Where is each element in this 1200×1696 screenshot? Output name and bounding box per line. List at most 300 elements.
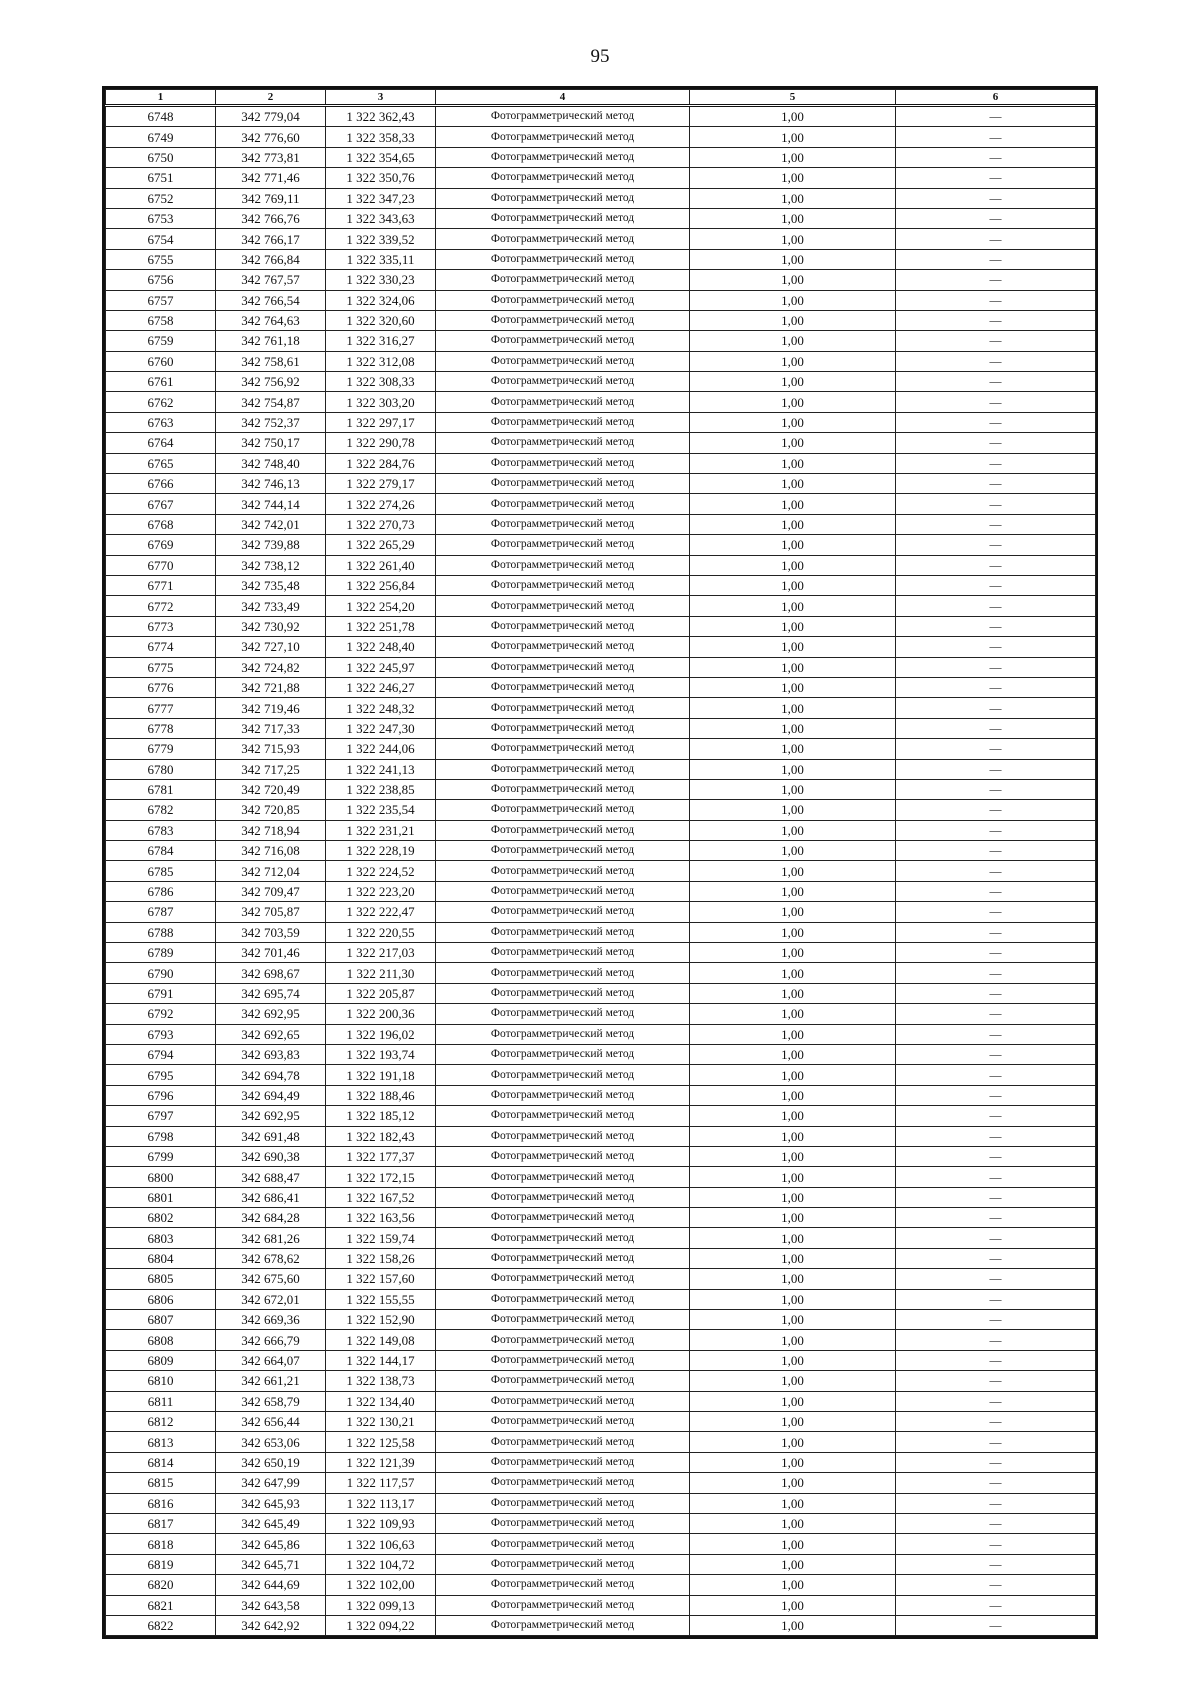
note-cell: — xyxy=(896,1228,1096,1248)
column-header: 3 xyxy=(326,90,436,106)
x-coordinate-cell: 342 693,83 xyxy=(216,1044,326,1064)
table-row xyxy=(106,474,1096,494)
note-cell: — xyxy=(896,596,1096,616)
x-coordinate-cell: 342 712,04 xyxy=(216,861,326,881)
note-cell: — xyxy=(896,1412,1096,1432)
y-coordinate-cell: 1 322 320,60 xyxy=(326,310,436,330)
method-cell: Фотограмметрический метод xyxy=(436,861,690,881)
x-coordinate-cell: 342 766,84 xyxy=(216,249,326,269)
table-row xyxy=(106,392,1096,412)
table-row xyxy=(106,1534,1096,1554)
point-number-cell: 6780 xyxy=(106,759,216,779)
note-cell: — xyxy=(896,1106,1096,1126)
x-coordinate-cell: 342 694,78 xyxy=(216,1065,326,1085)
method-cell: Фотограмметрический метод xyxy=(436,1167,690,1187)
note-cell: — xyxy=(896,412,1096,432)
y-coordinate-cell: 1 322 205,87 xyxy=(326,983,436,1003)
method-cell: Фотограмметрический метод xyxy=(436,1187,690,1207)
point-number-cell: 6775 xyxy=(106,657,216,677)
x-coordinate-cell: 342 771,46 xyxy=(216,168,326,188)
accuracy-cell: 1,00 xyxy=(690,983,896,1003)
x-coordinate-cell: 342 645,93 xyxy=(216,1493,326,1513)
y-coordinate-cell: 1 322 094,22 xyxy=(326,1615,436,1635)
point-number-cell: 6814 xyxy=(106,1452,216,1472)
x-coordinate-cell: 342 650,19 xyxy=(216,1452,326,1472)
table-row xyxy=(106,759,1096,779)
note-cell: — xyxy=(896,1452,1096,1472)
accuracy-cell: 1,00 xyxy=(690,637,896,657)
point-number-cell: 6799 xyxy=(106,1146,216,1166)
x-coordinate-cell: 342 692,95 xyxy=(216,1106,326,1126)
point-number-cell: 6812 xyxy=(106,1412,216,1432)
accuracy-cell: 1,00 xyxy=(690,1187,896,1207)
x-coordinate-cell: 342 720,85 xyxy=(216,800,326,820)
x-coordinate-cell: 342 719,46 xyxy=(216,698,326,718)
method-cell: Фотограмметрический метод xyxy=(436,331,690,351)
y-coordinate-cell: 1 322 303,20 xyxy=(326,392,436,412)
accuracy-cell: 1,00 xyxy=(690,657,896,677)
method-cell: Фотограмметрический метод xyxy=(436,453,690,473)
accuracy-cell: 1,00 xyxy=(690,1473,896,1493)
accuracy-cell: 1,00 xyxy=(690,1330,896,1350)
y-coordinate-cell: 1 322 254,20 xyxy=(326,596,436,616)
y-coordinate-cell: 1 322 222,47 xyxy=(326,902,436,922)
method-cell: Фотограмметрический метод xyxy=(436,922,690,942)
x-coordinate-cell: 342 645,49 xyxy=(216,1513,326,1533)
method-cell: Фотограмметрический метод xyxy=(436,1065,690,1085)
note-cell: — xyxy=(896,168,1096,188)
x-coordinate-cell: 342 758,61 xyxy=(216,351,326,371)
point-number-cell: 6822 xyxy=(106,1615,216,1635)
point-number-cell: 6764 xyxy=(106,433,216,453)
table-row xyxy=(106,698,1096,718)
table-row xyxy=(106,637,1096,657)
accuracy-cell: 1,00 xyxy=(690,1493,896,1513)
x-coordinate-cell: 342 773,81 xyxy=(216,147,326,167)
y-coordinate-cell: 1 322 193,74 xyxy=(326,1044,436,1064)
method-cell: Фотограмметрический метод xyxy=(436,943,690,963)
x-coordinate-cell: 342 653,06 xyxy=(216,1432,326,1452)
accuracy-cell: 1,00 xyxy=(690,514,896,534)
note-cell: — xyxy=(896,1126,1096,1146)
y-coordinate-cell: 1 322 113,17 xyxy=(326,1493,436,1513)
point-number-cell: 6768 xyxy=(106,514,216,534)
y-coordinate-cell: 1 322 188,46 xyxy=(326,1085,436,1105)
method-cell: Фотограмметрический метод xyxy=(436,372,690,392)
point-number-cell: 6821 xyxy=(106,1595,216,1615)
y-coordinate-cell: 1 322 256,84 xyxy=(326,575,436,595)
point-number-cell: 6763 xyxy=(106,412,216,432)
note-cell: — xyxy=(896,759,1096,779)
method-cell: Фотограмметрический метод xyxy=(436,1248,690,1268)
y-coordinate-cell: 1 322 339,52 xyxy=(326,229,436,249)
x-coordinate-cell: 342 738,12 xyxy=(216,555,326,575)
table-row xyxy=(106,881,1096,901)
accuracy-cell: 1,00 xyxy=(690,1350,896,1370)
method-cell: Фотограмметрический метод xyxy=(436,433,690,453)
x-coordinate-cell: 342 645,71 xyxy=(216,1554,326,1574)
x-coordinate-cell: 342 750,17 xyxy=(216,433,326,453)
y-coordinate-cell: 1 322 106,63 xyxy=(326,1534,436,1554)
point-number-cell: 6804 xyxy=(106,1248,216,1268)
point-number-cell: 6750 xyxy=(106,147,216,167)
table-row xyxy=(106,1554,1096,1574)
accuracy-cell: 1,00 xyxy=(690,1310,896,1330)
table-header-row xyxy=(106,90,1096,106)
accuracy-cell: 1,00 xyxy=(690,1146,896,1166)
y-coordinate-cell: 1 322 134,40 xyxy=(326,1391,436,1411)
note-cell: — xyxy=(896,902,1096,922)
note-cell: — xyxy=(896,147,1096,167)
y-coordinate-cell: 1 322 265,29 xyxy=(326,535,436,555)
point-number-cell: 6815 xyxy=(106,1473,216,1493)
y-coordinate-cell: 1 322 251,78 xyxy=(326,616,436,636)
table-row xyxy=(106,1044,1096,1064)
note-cell: — xyxy=(896,351,1096,371)
x-coordinate-cell: 342 717,33 xyxy=(216,718,326,738)
y-coordinate-cell: 1 322 238,85 xyxy=(326,779,436,799)
method-cell: Фотограмметрический метод xyxy=(436,1615,690,1635)
method-cell: Фотограмметрический метод xyxy=(436,1004,690,1024)
y-coordinate-cell: 1 322 155,55 xyxy=(326,1289,436,1309)
accuracy-cell: 1,00 xyxy=(690,1024,896,1044)
note-cell: — xyxy=(896,474,1096,494)
point-number-cell: 6754 xyxy=(106,229,216,249)
table-row xyxy=(106,270,1096,290)
table-row xyxy=(106,1391,1096,1411)
table-row xyxy=(106,1269,1096,1289)
note-cell: — xyxy=(896,739,1096,759)
method-cell: Фотограмметрический метод xyxy=(436,1208,690,1228)
point-number-cell: 6816 xyxy=(106,1493,216,1513)
method-cell: Фотограмметрический метод xyxy=(436,1391,690,1411)
accuracy-cell: 1,00 xyxy=(690,963,896,983)
accuracy-cell: 1,00 xyxy=(690,881,896,901)
note-cell: — xyxy=(896,1371,1096,1391)
y-coordinate-cell: 1 322 261,40 xyxy=(326,555,436,575)
accuracy-cell: 1,00 xyxy=(690,392,896,412)
table-row xyxy=(106,1024,1096,1044)
table-row xyxy=(106,1310,1096,1330)
method-cell: Фотограмметрический метод xyxy=(436,596,690,616)
y-coordinate-cell: 1 322 358,33 xyxy=(326,127,436,147)
table-row xyxy=(106,290,1096,310)
note-cell: — xyxy=(896,1187,1096,1207)
point-number-cell: 6818 xyxy=(106,1534,216,1554)
method-cell: Фотограмметрический метод xyxy=(436,290,690,310)
x-coordinate-cell: 342 766,76 xyxy=(216,208,326,228)
accuracy-cell: 1,00 xyxy=(690,147,896,167)
table-row xyxy=(106,861,1096,881)
accuracy-cell: 1,00 xyxy=(690,1554,896,1574)
point-number-cell: 6760 xyxy=(106,351,216,371)
note-cell: — xyxy=(896,433,1096,453)
coordinates-table-frame xyxy=(102,86,1098,1639)
point-number-cell: 6805 xyxy=(106,1269,216,1289)
point-number-cell: 6797 xyxy=(106,1106,216,1126)
point-number-cell: 6755 xyxy=(106,249,216,269)
accuracy-cell: 1,00 xyxy=(690,698,896,718)
method-cell: Фотограмметрический метод xyxy=(436,1575,690,1595)
column-header: 5 xyxy=(690,90,896,106)
point-number-cell: 6781 xyxy=(106,779,216,799)
accuracy-cell: 1,00 xyxy=(690,453,896,473)
table-row xyxy=(106,943,1096,963)
method-cell: Фотограмметрический метод xyxy=(436,1493,690,1513)
y-coordinate-cell: 1 322 354,65 xyxy=(326,147,436,167)
y-coordinate-cell: 1 322 362,43 xyxy=(326,106,436,127)
table-row xyxy=(106,208,1096,228)
point-number-cell: 6785 xyxy=(106,861,216,881)
x-coordinate-cell: 342 742,01 xyxy=(216,514,326,534)
y-coordinate-cell: 1 322 125,58 xyxy=(326,1432,436,1452)
table-row xyxy=(106,535,1096,555)
method-cell: Фотограмметрический метод xyxy=(436,555,690,575)
y-coordinate-cell: 1 322 224,52 xyxy=(326,861,436,881)
point-number-cell: 6749 xyxy=(106,127,216,147)
method-cell: Фотограмметрический метод xyxy=(436,229,690,249)
note-cell: — xyxy=(896,127,1096,147)
x-coordinate-cell: 342 695,74 xyxy=(216,983,326,1003)
point-number-cell: 6810 xyxy=(106,1371,216,1391)
x-coordinate-cell: 342 658,79 xyxy=(216,1391,326,1411)
note-cell: — xyxy=(896,1513,1096,1533)
note-cell: — xyxy=(896,1269,1096,1289)
method-cell: Фотограмметрический метод xyxy=(436,1269,690,1289)
y-coordinate-cell: 1 322 102,00 xyxy=(326,1575,436,1595)
table-row xyxy=(106,229,1096,249)
note-cell: — xyxy=(896,1534,1096,1554)
accuracy-cell: 1,00 xyxy=(690,1248,896,1268)
note-cell: — xyxy=(896,1350,1096,1370)
x-coordinate-cell: 342 645,86 xyxy=(216,1534,326,1554)
accuracy-cell: 1,00 xyxy=(690,249,896,269)
note-cell: — xyxy=(896,1248,1096,1268)
accuracy-cell: 1,00 xyxy=(690,331,896,351)
accuracy-cell: 1,00 xyxy=(690,1065,896,1085)
point-number-cell: 6796 xyxy=(106,1085,216,1105)
accuracy-cell: 1,00 xyxy=(690,494,896,514)
table-row xyxy=(106,677,1096,697)
accuracy-cell: 1,00 xyxy=(690,616,896,636)
table-row xyxy=(106,1595,1096,1615)
table-row xyxy=(106,494,1096,514)
table-row xyxy=(106,310,1096,330)
method-cell: Фотограмметрический метод xyxy=(436,1412,690,1432)
note-cell: — xyxy=(896,392,1096,412)
note-cell: — xyxy=(896,943,1096,963)
point-number-cell: 6757 xyxy=(106,290,216,310)
x-coordinate-cell: 342 761,18 xyxy=(216,331,326,351)
y-coordinate-cell: 1 322 279,17 xyxy=(326,474,436,494)
accuracy-cell: 1,00 xyxy=(690,188,896,208)
note-cell: — xyxy=(896,575,1096,595)
x-coordinate-cell: 342 705,87 xyxy=(216,902,326,922)
note-cell: — xyxy=(896,1289,1096,1309)
column-header: 1 xyxy=(106,90,216,106)
method-cell: Фотограмметрический метод xyxy=(436,779,690,799)
point-number-cell: 6820 xyxy=(106,1575,216,1595)
y-coordinate-cell: 1 322 246,27 xyxy=(326,677,436,697)
x-coordinate-cell: 342 684,28 xyxy=(216,1208,326,1228)
method-cell: Фотограмметрический метод xyxy=(436,1044,690,1064)
x-coordinate-cell: 342 733,49 xyxy=(216,596,326,616)
note-cell: — xyxy=(896,1208,1096,1228)
x-coordinate-cell: 342 681,26 xyxy=(216,1228,326,1248)
page-number: 95 xyxy=(590,46,610,67)
y-coordinate-cell: 1 322 248,32 xyxy=(326,698,436,718)
accuracy-cell: 1,00 xyxy=(690,841,896,861)
point-number-cell: 6767 xyxy=(106,494,216,514)
x-coordinate-cell: 342 675,60 xyxy=(216,1269,326,1289)
x-coordinate-cell: 342 717,25 xyxy=(216,759,326,779)
x-coordinate-cell: 342 664,07 xyxy=(216,1350,326,1370)
x-coordinate-cell: 342 709,47 xyxy=(216,881,326,901)
method-cell: Фотограмметрический метод xyxy=(436,392,690,412)
y-coordinate-cell: 1 322 191,18 xyxy=(326,1065,436,1085)
note-cell: — xyxy=(896,188,1096,208)
x-coordinate-cell: 342 692,95 xyxy=(216,1004,326,1024)
column-header: 4 xyxy=(436,90,690,106)
accuracy-cell: 1,00 xyxy=(690,1126,896,1146)
table-row xyxy=(106,1575,1096,1595)
table-row xyxy=(106,983,1096,1003)
table-row xyxy=(106,575,1096,595)
method-cell: Фотограмметрический метод xyxy=(436,168,690,188)
table-row xyxy=(106,902,1096,922)
note-cell: — xyxy=(896,800,1096,820)
table-row xyxy=(106,1146,1096,1166)
x-coordinate-cell: 342 744,14 xyxy=(216,494,326,514)
y-coordinate-cell: 1 322 220,55 xyxy=(326,922,436,942)
accuracy-cell: 1,00 xyxy=(690,1228,896,1248)
method-cell: Фотограмметрический метод xyxy=(436,800,690,820)
accuracy-cell: 1,00 xyxy=(690,759,896,779)
x-coordinate-cell: 342 776,60 xyxy=(216,127,326,147)
table-row xyxy=(106,820,1096,840)
point-number-cell: 6794 xyxy=(106,1044,216,1064)
table-row xyxy=(106,127,1096,147)
method-cell: Фотограмметрический метод xyxy=(436,1452,690,1472)
y-coordinate-cell: 1 322 290,78 xyxy=(326,433,436,453)
table-row xyxy=(106,1330,1096,1350)
method-cell: Фотограмметрический метод xyxy=(436,718,690,738)
note-cell: — xyxy=(896,1595,1096,1615)
table-row xyxy=(106,514,1096,534)
y-coordinate-cell: 1 322 196,02 xyxy=(326,1024,436,1044)
note-cell: — xyxy=(896,514,1096,534)
note-cell: — xyxy=(896,1146,1096,1166)
accuracy-cell: 1,00 xyxy=(690,290,896,310)
x-coordinate-cell: 342 656,44 xyxy=(216,1412,326,1432)
accuracy-cell: 1,00 xyxy=(690,1452,896,1472)
accuracy-cell: 1,00 xyxy=(690,229,896,249)
x-coordinate-cell: 342 666,79 xyxy=(216,1330,326,1350)
x-coordinate-cell: 342 661,21 xyxy=(216,1371,326,1391)
table-row xyxy=(106,412,1096,432)
table-row xyxy=(106,147,1096,167)
x-coordinate-cell: 342 690,38 xyxy=(216,1146,326,1166)
point-number-cell: 6770 xyxy=(106,555,216,575)
note-cell: — xyxy=(896,1432,1096,1452)
note-cell: — xyxy=(896,983,1096,1003)
table-row xyxy=(106,1228,1096,1248)
point-number-cell: 6806 xyxy=(106,1289,216,1309)
x-coordinate-cell: 342 730,92 xyxy=(216,616,326,636)
note-cell: — xyxy=(896,779,1096,799)
accuracy-cell: 1,00 xyxy=(690,820,896,840)
y-coordinate-cell: 1 322 211,30 xyxy=(326,963,436,983)
table-row xyxy=(106,1208,1096,1228)
accuracy-cell: 1,00 xyxy=(690,127,896,147)
point-number-cell: 6777 xyxy=(106,698,216,718)
point-number-cell: 6774 xyxy=(106,637,216,657)
point-number-cell: 6779 xyxy=(106,739,216,759)
note-cell: — xyxy=(896,555,1096,575)
note-cell: — xyxy=(896,1615,1096,1635)
y-coordinate-cell: 1 322 182,43 xyxy=(326,1126,436,1146)
point-number-cell: 6766 xyxy=(106,474,216,494)
y-coordinate-cell: 1 322 104,72 xyxy=(326,1554,436,1574)
y-coordinate-cell: 1 322 177,37 xyxy=(326,1146,436,1166)
table-row xyxy=(106,1452,1096,1472)
y-coordinate-cell: 1 322 231,21 xyxy=(326,820,436,840)
x-coordinate-cell: 342 748,40 xyxy=(216,453,326,473)
x-coordinate-cell: 342 672,01 xyxy=(216,1289,326,1309)
y-coordinate-cell: 1 322 228,19 xyxy=(326,841,436,861)
accuracy-cell: 1,00 xyxy=(690,718,896,738)
x-coordinate-cell: 342 686,41 xyxy=(216,1187,326,1207)
y-coordinate-cell: 1 322 284,76 xyxy=(326,453,436,473)
x-coordinate-cell: 342 703,59 xyxy=(216,922,326,942)
x-coordinate-cell: 342 678,62 xyxy=(216,1248,326,1268)
table-row xyxy=(106,922,1096,942)
point-number-cell: 6817 xyxy=(106,1513,216,1533)
method-cell: Фотограмметрический метод xyxy=(436,106,690,127)
method-cell: Фотограмметрический метод xyxy=(436,1473,690,1493)
accuracy-cell: 1,00 xyxy=(690,310,896,330)
y-coordinate-cell: 1 322 121,39 xyxy=(326,1452,436,1472)
x-coordinate-cell: 342 669,36 xyxy=(216,1310,326,1330)
accuracy-cell: 1,00 xyxy=(690,902,896,922)
y-coordinate-cell: 1 322 330,23 xyxy=(326,270,436,290)
y-coordinate-cell: 1 322 159,74 xyxy=(326,1228,436,1248)
method-cell: Фотограмметрический метод xyxy=(436,147,690,167)
accuracy-cell: 1,00 xyxy=(690,1289,896,1309)
method-cell: Фотограмметрический метод xyxy=(436,514,690,534)
x-coordinate-cell: 342 692,65 xyxy=(216,1024,326,1044)
note-cell: — xyxy=(896,1330,1096,1350)
y-coordinate-cell: 1 322 130,21 xyxy=(326,1412,436,1432)
note-cell: — xyxy=(896,841,1096,861)
table-row xyxy=(106,1065,1096,1085)
table-row xyxy=(106,1493,1096,1513)
x-coordinate-cell: 342 752,37 xyxy=(216,412,326,432)
accuracy-cell: 1,00 xyxy=(690,739,896,759)
y-coordinate-cell: 1 322 347,23 xyxy=(326,188,436,208)
method-cell: Фотограмметрический метод xyxy=(436,698,690,718)
note-cell: — xyxy=(896,1004,1096,1024)
table-row xyxy=(106,1004,1096,1024)
x-coordinate-cell: 342 647,99 xyxy=(216,1473,326,1493)
accuracy-cell: 1,00 xyxy=(690,922,896,942)
note-cell: — xyxy=(896,820,1096,840)
point-number-cell: 6784 xyxy=(106,841,216,861)
table-row xyxy=(106,168,1096,188)
method-cell: Фотограмметрический метод xyxy=(436,983,690,1003)
method-cell: Фотограмметрический метод xyxy=(436,1106,690,1126)
x-coordinate-cell: 342 724,82 xyxy=(216,657,326,677)
